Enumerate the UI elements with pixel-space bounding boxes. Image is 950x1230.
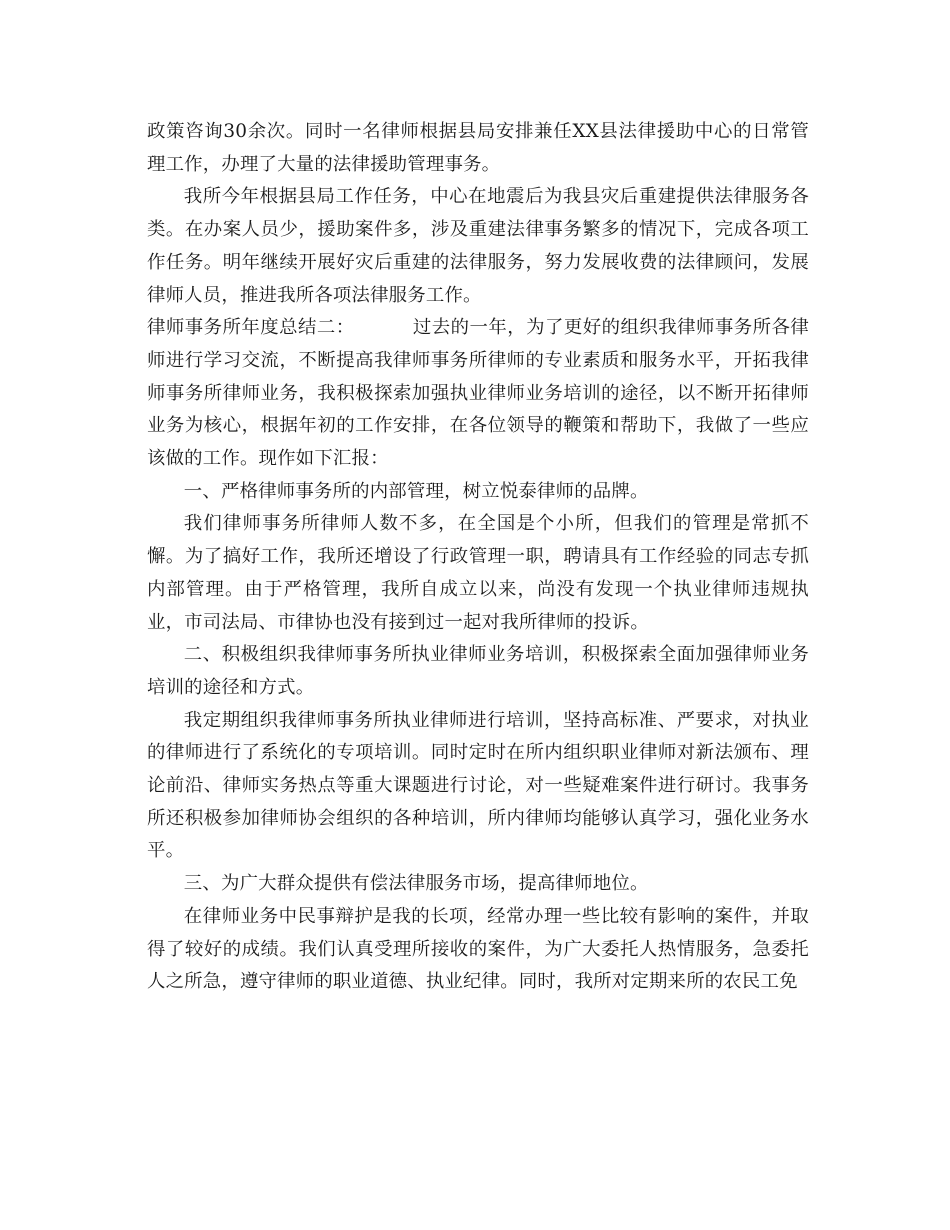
section-heading: 三、为广大群众提供有偿法律服务市场，提高律师地位。 xyxy=(183,873,649,895)
section-two-paragraph xyxy=(147,312,809,476)
paragraph: 我定期组织我律师事务所执业律师进行培训，坚持高标准、严要求，对执业的律师进行了系统化的专项培训。同时定时在所内组织职业律师对新法颁布、理论前沿、律师实务热点等重大课题进行讨论，对一些疑难案件进行研讨。我事务所还积极参加律师协会组织的各种培训，所内律师均能够认真学习，强化业务水平。 xyxy=(147,709,809,862)
paragraph: 政策咨询30余次。同时一名律师根据县局安排兼任XX县法律援助中心的日常管理工作，办理了大量的法律援助管理事务。 xyxy=(147,121,809,175)
document-body xyxy=(147,116,809,999)
section-heading: 一、严格律师事务所的内部管理，树立悦泰律师的品牌。 xyxy=(183,480,649,502)
section-two-label: 律师事务所年度总结二： xyxy=(147,317,355,339)
paragraph: 在律师业务中民事辩护是我的长项，经常办理一些比较有影响的案件，并取得了较好的成绩。我们认真受理所接收的案件，为广大委托人热情服务，急委托人之所急，遵守律师的职业道德、执业纪律。同时，我所对定期来所的农民工免 xyxy=(147,905,809,993)
paragraph: 我所今年根据县局工作任务，中心在地震后为我县灾后重建提供法律服务各类。在办案人员少，援助案件多，涉及重建法律事务繁多的情况下，完成各项工作任务。明年继续开展好灾后重建的法律服务，努力发展收费的法律顾问，发展律师人员，推进我所各项法律服务工作。 xyxy=(147,186,809,306)
section-heading: 二、积极组织我律师事务所执业律师业务培训，积极探索全面加强律师业务培训的途径和方式。 xyxy=(147,644,809,698)
section-two-text: 过去的一年，为了更好的组织我律师事务所各律师进行学习交流，不断提高我律师事务所律师的专业素质和服务水平，开拓我律师事务所律师业务，我积极探索加强执业律师业务培训的途径，以不断开拓律师业务为核心，根据年初的工作安排，在各位领导的鞭策和帮助下，我做了一些应该做的工作。现作如下汇报： xyxy=(147,317,809,470)
paragraph: 我们律师事务所律师人数不多，在全国是个小所，但我们的管理是常抓不懈。为了搞好工作，我所还增设了行政管理一职，聘请具有工作经验的同志专抓内部管理。由于严格管理，我所自成立以来，尚没有发现一个执业律师违规执业，市司法局、市律协也没有接到过一起对我所律师的投诉。 xyxy=(147,513,809,633)
